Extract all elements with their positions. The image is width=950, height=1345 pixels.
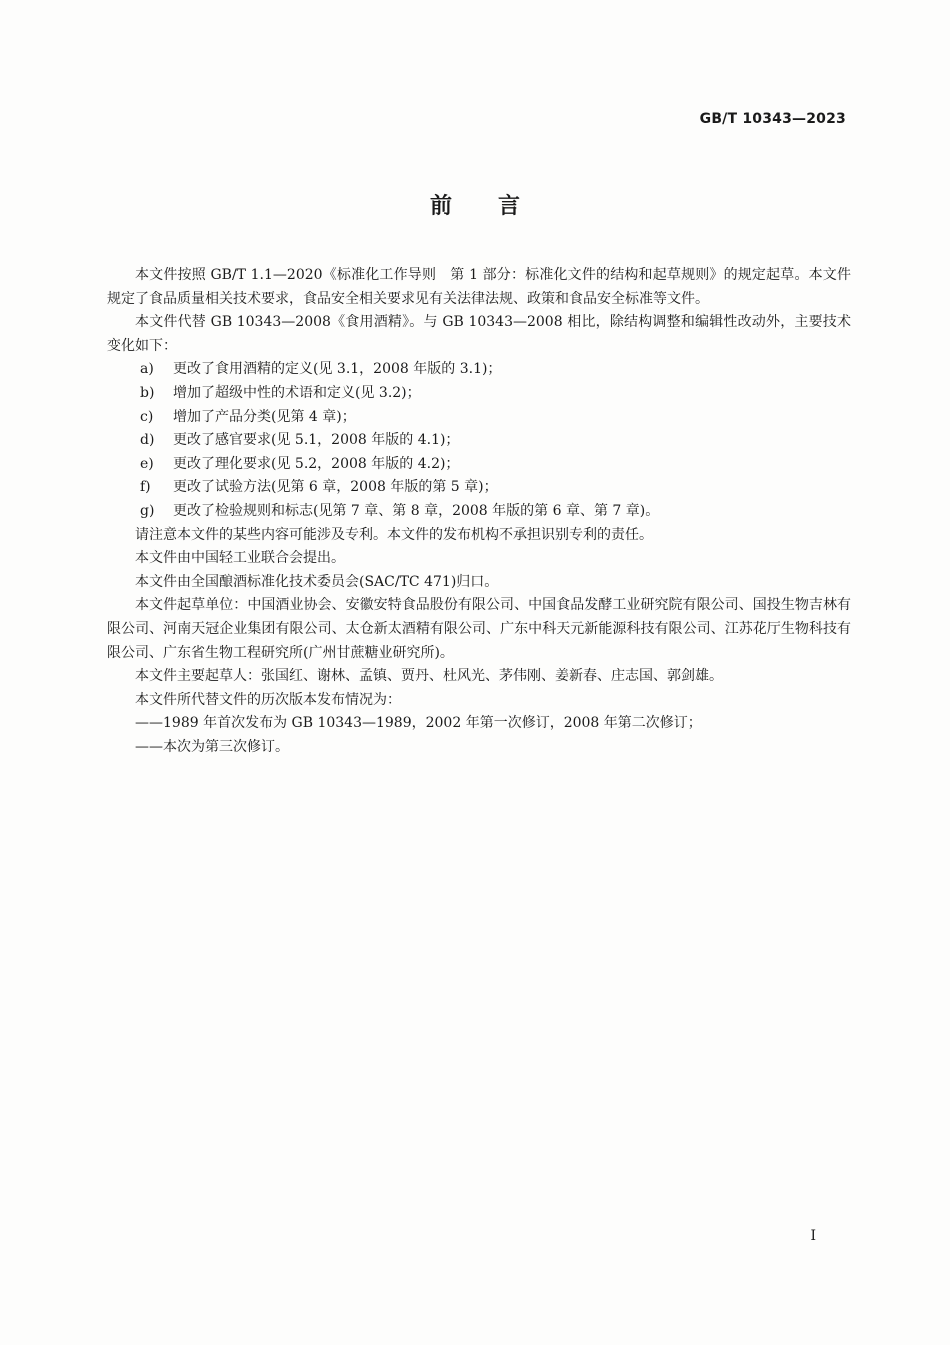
history-item: ——本次为第三次修订。 bbox=[135, 738, 289, 755]
page-title: 前言 bbox=[429, 194, 566, 219]
list-marker: f) bbox=[140, 479, 151, 496]
technical-changes-list bbox=[107, 358, 851, 523]
history-intro: 本文件所代替文件的历次版本发布情况为： bbox=[135, 691, 401, 708]
history-item: ——1989 年首次发布为 GB 10343—1989，2002 年第一次修订，2008 年第二次修订； bbox=[135, 715, 702, 732]
list-item bbox=[107, 382, 851, 406]
list-item-text: 更改了食用酒精的定义(见 3.1，2008 年版的 3.1)； bbox=[173, 361, 502, 378]
standard-number: GB/T 10343—2023 bbox=[699, 111, 846, 127]
list-marker: c) bbox=[140, 408, 154, 425]
list-item-text: 更改了理化要求(见 5.2，2008 年版的 4.2)； bbox=[173, 455, 460, 472]
list-item bbox=[107, 500, 851, 524]
list-item bbox=[107, 476, 851, 500]
list-marker: e) bbox=[140, 455, 154, 472]
list-marker: d) bbox=[140, 432, 155, 449]
drafting-units-statement: 本文件起草单位：中国酒业协会、安徽安特食品股份有限公司、中国食品发酵工业研究院有限公司、国投生物吉林有限公司、河南天冠企业集团有限公司、太仓新太酒精有限公司、广东中科天元新能源科技有限公司、江苏花厅生物科技有限公司、广东省生物工程研究所(广州甘蔗糖业研究所)。 bbox=[107, 597, 851, 661]
list-item bbox=[107, 406, 851, 430]
proposer-statement: 本文件由中国轻工业联合会提出。 bbox=[135, 550, 345, 567]
drafters-statement: 本文件主要起草人：张国红、谢林、孟镇、贾丹、杜风光、茅伟刚、姜新春、庄志国、郭剑雄。 bbox=[135, 668, 723, 685]
drafting-basis-paragraph: 本文件按照 GB/T 1.1—2020《标准化工作导则 第 1 部分：标准化文件的结构和起草规则》的规定起草。本文件规定了食品质量相关技术要求，食品安全相关要求见有关法律法规、政策和食品安全标准等文件。 bbox=[107, 267, 851, 307]
list-marker: g) bbox=[140, 502, 155, 519]
list-item bbox=[107, 453, 851, 477]
list-item-text: 更改了感官要求(见 5.1，2008 年版的 4.1)； bbox=[173, 432, 460, 449]
list-item-text: 增加了产品分类(见第 4 章)； bbox=[173, 408, 356, 425]
list-item bbox=[107, 429, 851, 453]
list-item bbox=[107, 358, 851, 382]
replacement-paragraph: 本文件代替 GB 10343—2008《食用酒精》。与 GB 10343—2008 相比，除结构调整和编辑性改动外，主要技术变化如下： bbox=[107, 314, 851, 354]
list-item-text: 更改了检验规则和标志(见第 7 章、第 8 章，2008 年版的第 6 章、第 7 章)。 bbox=[173, 502, 660, 519]
list-item-text: 更改了试验方法(见第 6 章，2008 年版的第 5 章)； bbox=[173, 479, 498, 496]
page-number: I bbox=[810, 1228, 816, 1244]
patent-notice: 请注意本文件的某些内容可能涉及专利。本文件的发布机构不承担识别专利的责任。 bbox=[135, 526, 653, 543]
list-marker: b) bbox=[140, 384, 155, 401]
committee-statement: 本文件由全国酿酒标准化技术委员会(SAC/TC 471)归口。 bbox=[135, 573, 499, 590]
list-marker: a) bbox=[140, 361, 154, 378]
foreword-body bbox=[107, 264, 851, 759]
list-item-text: 增加了超级中性的术语和定义(见 3.2)； bbox=[173, 384, 421, 401]
